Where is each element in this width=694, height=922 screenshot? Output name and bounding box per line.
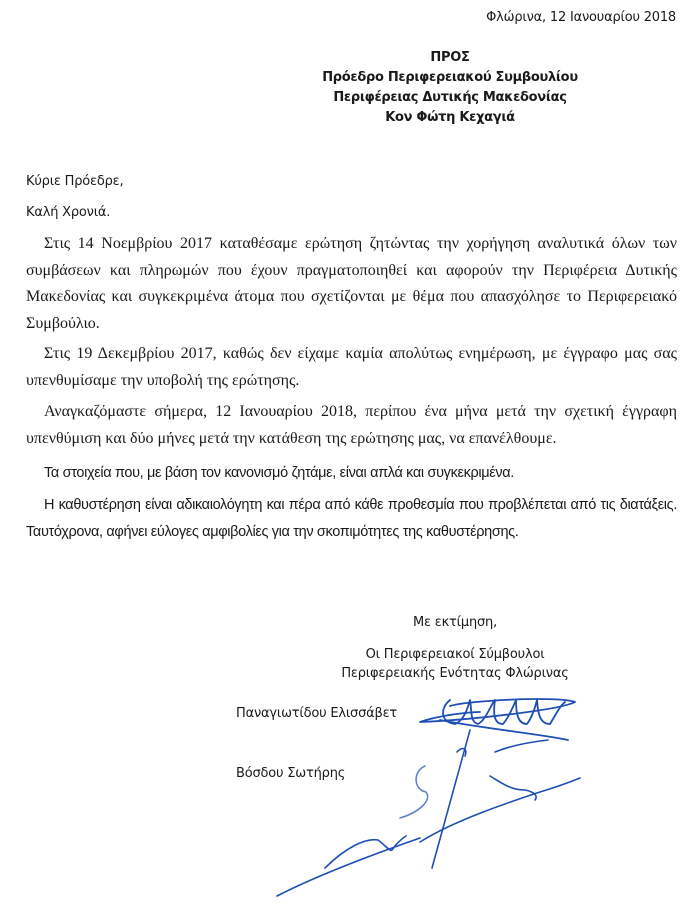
body-paragraph: Στις 19 Δεκεμβρίου 2017, καθώς δεν είχαμε καμία απολύτως ενημέρωση, με έγγραφο μας σας υπενθυμίσαμε την υποβολή της ερώτησης. bbox=[26, 345, 677, 389]
recipient-block bbox=[300, 48, 600, 128]
body-paragraph: Στις 14 Νοεμβρίου 2017 καταθέσαμε ερώτηση ζητώντας την χορήγηση αναλυτικά όλων των συμβάσεων και πληρωμών που έχουν πραγματοποιηθεί και αφορούν την Περιφέρεια Δυτικής Μακεδονίας και συγκεκριμένα άτομα που σχετίζονται με θέμα που απασχόλησε το Περιφερειακό Συμβούλιο. bbox=[26, 235, 677, 332]
salutation: Κύριε Πρόεδρε, bbox=[26, 174, 124, 189]
body-paragraph: Τα στοιχεία που, με βάση τον κανονισμό ζητάμε, είναι απλά και συγκεκριμένα. bbox=[44, 465, 514, 481]
recipient-line: Πρόεδρο Περιφερειακού Συμβουλίου bbox=[322, 70, 578, 85]
greeting: Καλή Χρονιά. bbox=[26, 205, 111, 220]
signature-2 bbox=[277, 730, 580, 896]
date-line: Φλώρινα, 12 Ιανουαρίου 2018 bbox=[486, 10, 676, 25]
closing-group-line: Περιφερειακής Ενότητας Φλώρινας bbox=[341, 666, 569, 681]
recipient-heading: ΠΡΟΣ bbox=[430, 50, 470, 65]
closing-group-line: Οι Περιφερειακοί Σύμβουλοι bbox=[365, 647, 545, 662]
signature-1 bbox=[420, 699, 575, 740]
recipient-line: Περιφέρειας Δυτικής Μακεδονίας bbox=[333, 90, 567, 105]
body-paragraph: Η καθυστέρηση είναι αδικαιολόγητη και πέρα από κάθε προθεσμία που προβλέπεται από τις διατάξεις. Ταυτόχρονα, αφήνει εύλογες αμφιβολίες για την σκοπιμότητες της καθυστέρησης. bbox=[26, 497, 677, 540]
body-paragraph: Αναγκαζόμαστε σήμερα, 12 Ιανουαρίου 2018, περίπου ένα μήνα μετά την σχετική έγγραφη υπενθύμιση και δύο μήνες μετά την κατάθεση της ερώτησης μας, να επανέλθουμε. bbox=[26, 403, 677, 447]
signatory-name: Παναγιωτίδου Ελισσάβετ bbox=[236, 706, 398, 721]
closing-regards: Με εκτίμηση, bbox=[412, 615, 497, 630]
signatory-name: Βόσδου Σωτήρης bbox=[236, 766, 346, 781]
recipient-line: Κον Φώτη Κεχαγιά bbox=[385, 110, 515, 125]
